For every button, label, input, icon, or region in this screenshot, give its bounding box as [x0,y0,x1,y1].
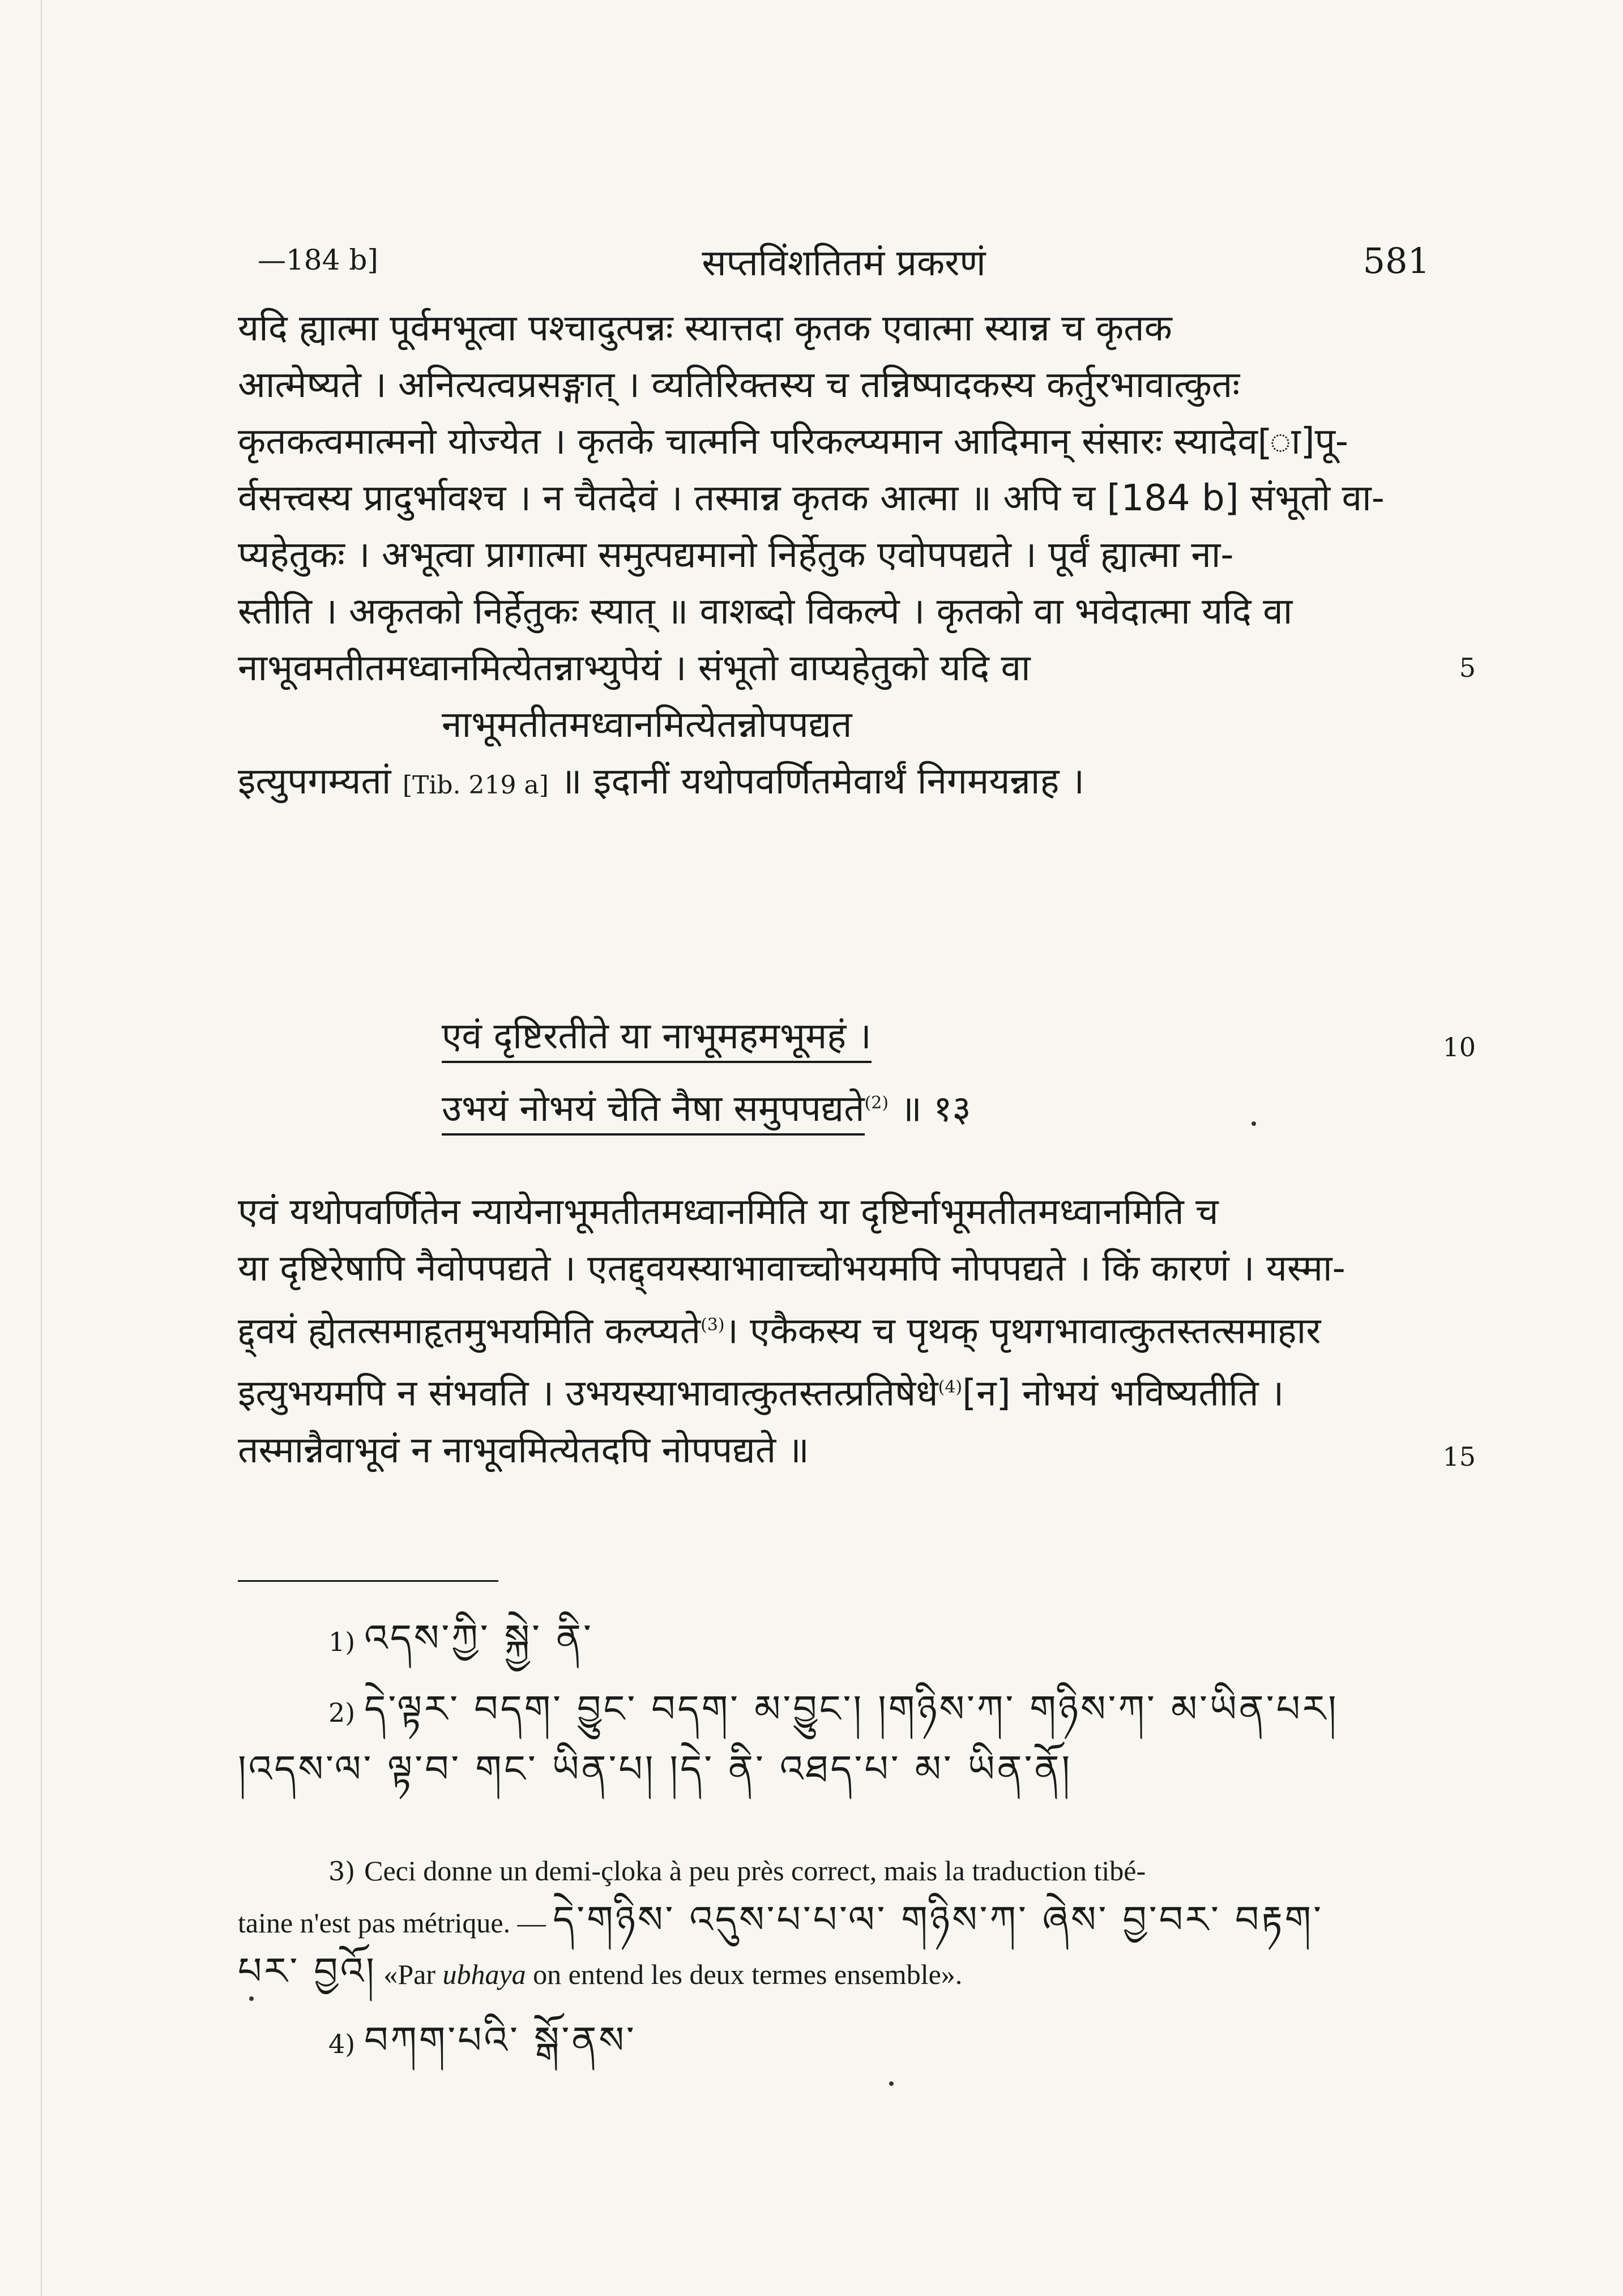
text-line: द्द्वयं ह्येतत्समाहृतमुभयमिति कल्प्यते$^{(3)}$। एकैकस्य च पृथक् पृथगभावात्कुतस्तत्समाहार [238,1310,1321,1352]
verse-line: उभयं नोभयं चेति नैषा समुपपद्यते [442,1085,865,1136]
header-folio-ref: —184 b] [258,244,378,276]
verse-number: ॥ १३ [889,1088,971,1130]
text-line: आत्मेष्यते । अनित्यत्वप्रसङ्गात् । व्यतिरिक्तस्य च तन्निष्पादकस्य कर्तुरभावात्कुतः [238,364,1240,406]
text-line: इत्युपगम्यतां [Tib. 219 a] ॥ इदानीं यथोपवर्णितमेवार्थं निगमयन्नाह । [238,761,1085,803]
line-number: 15 [1442,1441,1476,1472]
text-line: स्तीति । अकृतको निर्हेतुकः स्यात् ॥ वाशब्दो विकल्पे । कृतको वा भवेदात्मा यदि वा [238,591,1293,633]
text-line: या दृष्टिरेषापि नैवोपपद्यते । एतद्द्वयस्याभावाच्चोभयमपि नोपपद्यते । किं कारणं । यस्मा- [238,1248,1346,1290]
tibetan-text: དེ་གཉིས་ འདུས་པ་པ་ལ་ གཉིས་ཀ་ ཞེས་ བྱ་བར་ བརྟག་ [553,1898,1323,1941]
footnote-4: 4) བཀག་པའི་ སྒོ་ནས་ [328,2018,637,2062]
page-number: 581 [1363,240,1430,281]
tibetan-text: །འདས་ལ་ ལྟ་བ་ གང་ ཡིན་པ། །དེ་ ནི་ འཐད་པ་ མ་ ཡིན་ནོ། [238,1747,1073,1791]
tibetan-text: དེ་ལྟར་ བདག་ བྱུང་ བདག་ མ་བྱུང་། །གཉིས་ཀ་ གཉིས་ཀ་ མ་ཡིན་པར། [364,1687,1339,1731]
line-number: 5 [1459,652,1476,683]
paragraph-3 [238,1184,1433,1479]
tibetan-ref: [Tib. 219 a] [402,771,549,800]
verse-13 [238,1008,1433,1137]
text-line: र्वसत्त्वस्य प्रादुर्भावश्च । न चैतदेवं । तस्मान्न कृतक आत्मा ॥ अपि च [184 b] संभूतो वा- [238,477,1385,519]
footnote-marker: (4) [938,1377,963,1398]
text-line: एवं यथोपवर्णितेन न्यायेनाभूमतीतमध्वानमिति या दृष्टिर्नाभूमतीतमध्वानमिति च [238,1191,1219,1233]
footnote-marker: (3) [701,1315,725,1335]
text-line: इत्युभयमपि न संभवति । उभयस्याभावात्कुतस्तत्प्रतिषेधे$^{(4)}$[न] नोभयं भविष्यतीति । [238,1372,1284,1415]
footnote-3: 3) Ceci donne un demi-çloka à peu près correct, mais la traduction tibé- taine n'est pas métrique. — དེ་གཉིས་ འདུས་པ་པ་ལ་ གཉིས་ཀ་ ཞེས་ བྱ་བར་ བརྟག་ པར་ བྱའོ། «Par ubhaya on entend les deux termes ensemble». [238,1855,1323,1993]
tibetan-text: པར་ བྱའོ། [238,1949,377,1993]
quote-line: नाभूमतीतमध्वानमित्येतन्नोपपद्यत [442,704,852,746]
footnote-2: 2) དེ་ལྟར་ བདག་ བྱུང་ བདག་ མ་བྱུང་། །གཉིས་ཀ་ གཉིས་ཀ་ མ་ཡིན་པར། །འདས་ལ་ ལྟ་བ་ གང་ ཡིན་པ། །དེ་ ནི་ འཐད་པ་ མ་ ཡིན་ནོ། [238,1687,1339,1791]
verse-line: एवं दृष्टिरतीते या नाभूमहमभूमहं । [442,1012,872,1063]
footnote-marker: (2) [864,1093,889,1113]
header-chapter-title: सप्तविंशतितमं प्रकरणं [702,242,986,284]
tibetan-text: འདས་ཀྱི་ སྐྱེ་ ནི་ [364,1616,593,1660]
text-line: तस्मान्नैवाभूवं न नाभूवमित्येतदपि नोपपद्यते ॥ [238,1429,809,1471]
paragraph-1 [238,300,1433,814]
text-line: कृतकत्वमात्मनो योज्येत । कृतके चात्मनि परिकल्प्यमान आदिमान् संसारः स्यादेव[ा]पू- [238,421,1349,463]
print-speck [249,1996,254,2001]
line-number: 10 [1442,1032,1476,1062]
tibetan-text: བཀག་པའི་ སྒོ་ནས་ [364,2018,637,2062]
text-line: यदि ह्यात्मा पूर्वमभूत्वा पश्चादुत्पन्नः स्यात्तदा कृतक एवात्मा स्यान्न च कृतक [238,308,1172,349]
print-speck [1252,1121,1256,1126]
text-line: प्यहेतुकः । अभूत्वा प्रागात्मा समुत्पद्यमानो निर्हेतुक एवोपपद्यते । पूर्वं ह्यात्मा ना- [238,534,1234,576]
running-header [258,237,1430,282]
text-line: नाभूवमतीतमध्वानमित्येतन्नाभ्युपेयं । संभूतो वाप्यहेतुको यदि वा [238,647,1031,689]
print-speck [889,2081,894,2086]
footnote-rule [238,1580,498,1582]
footnote-1: 1) འདས་ཀྱི་ སྐྱེ་ ནི་ [328,1616,593,1660]
